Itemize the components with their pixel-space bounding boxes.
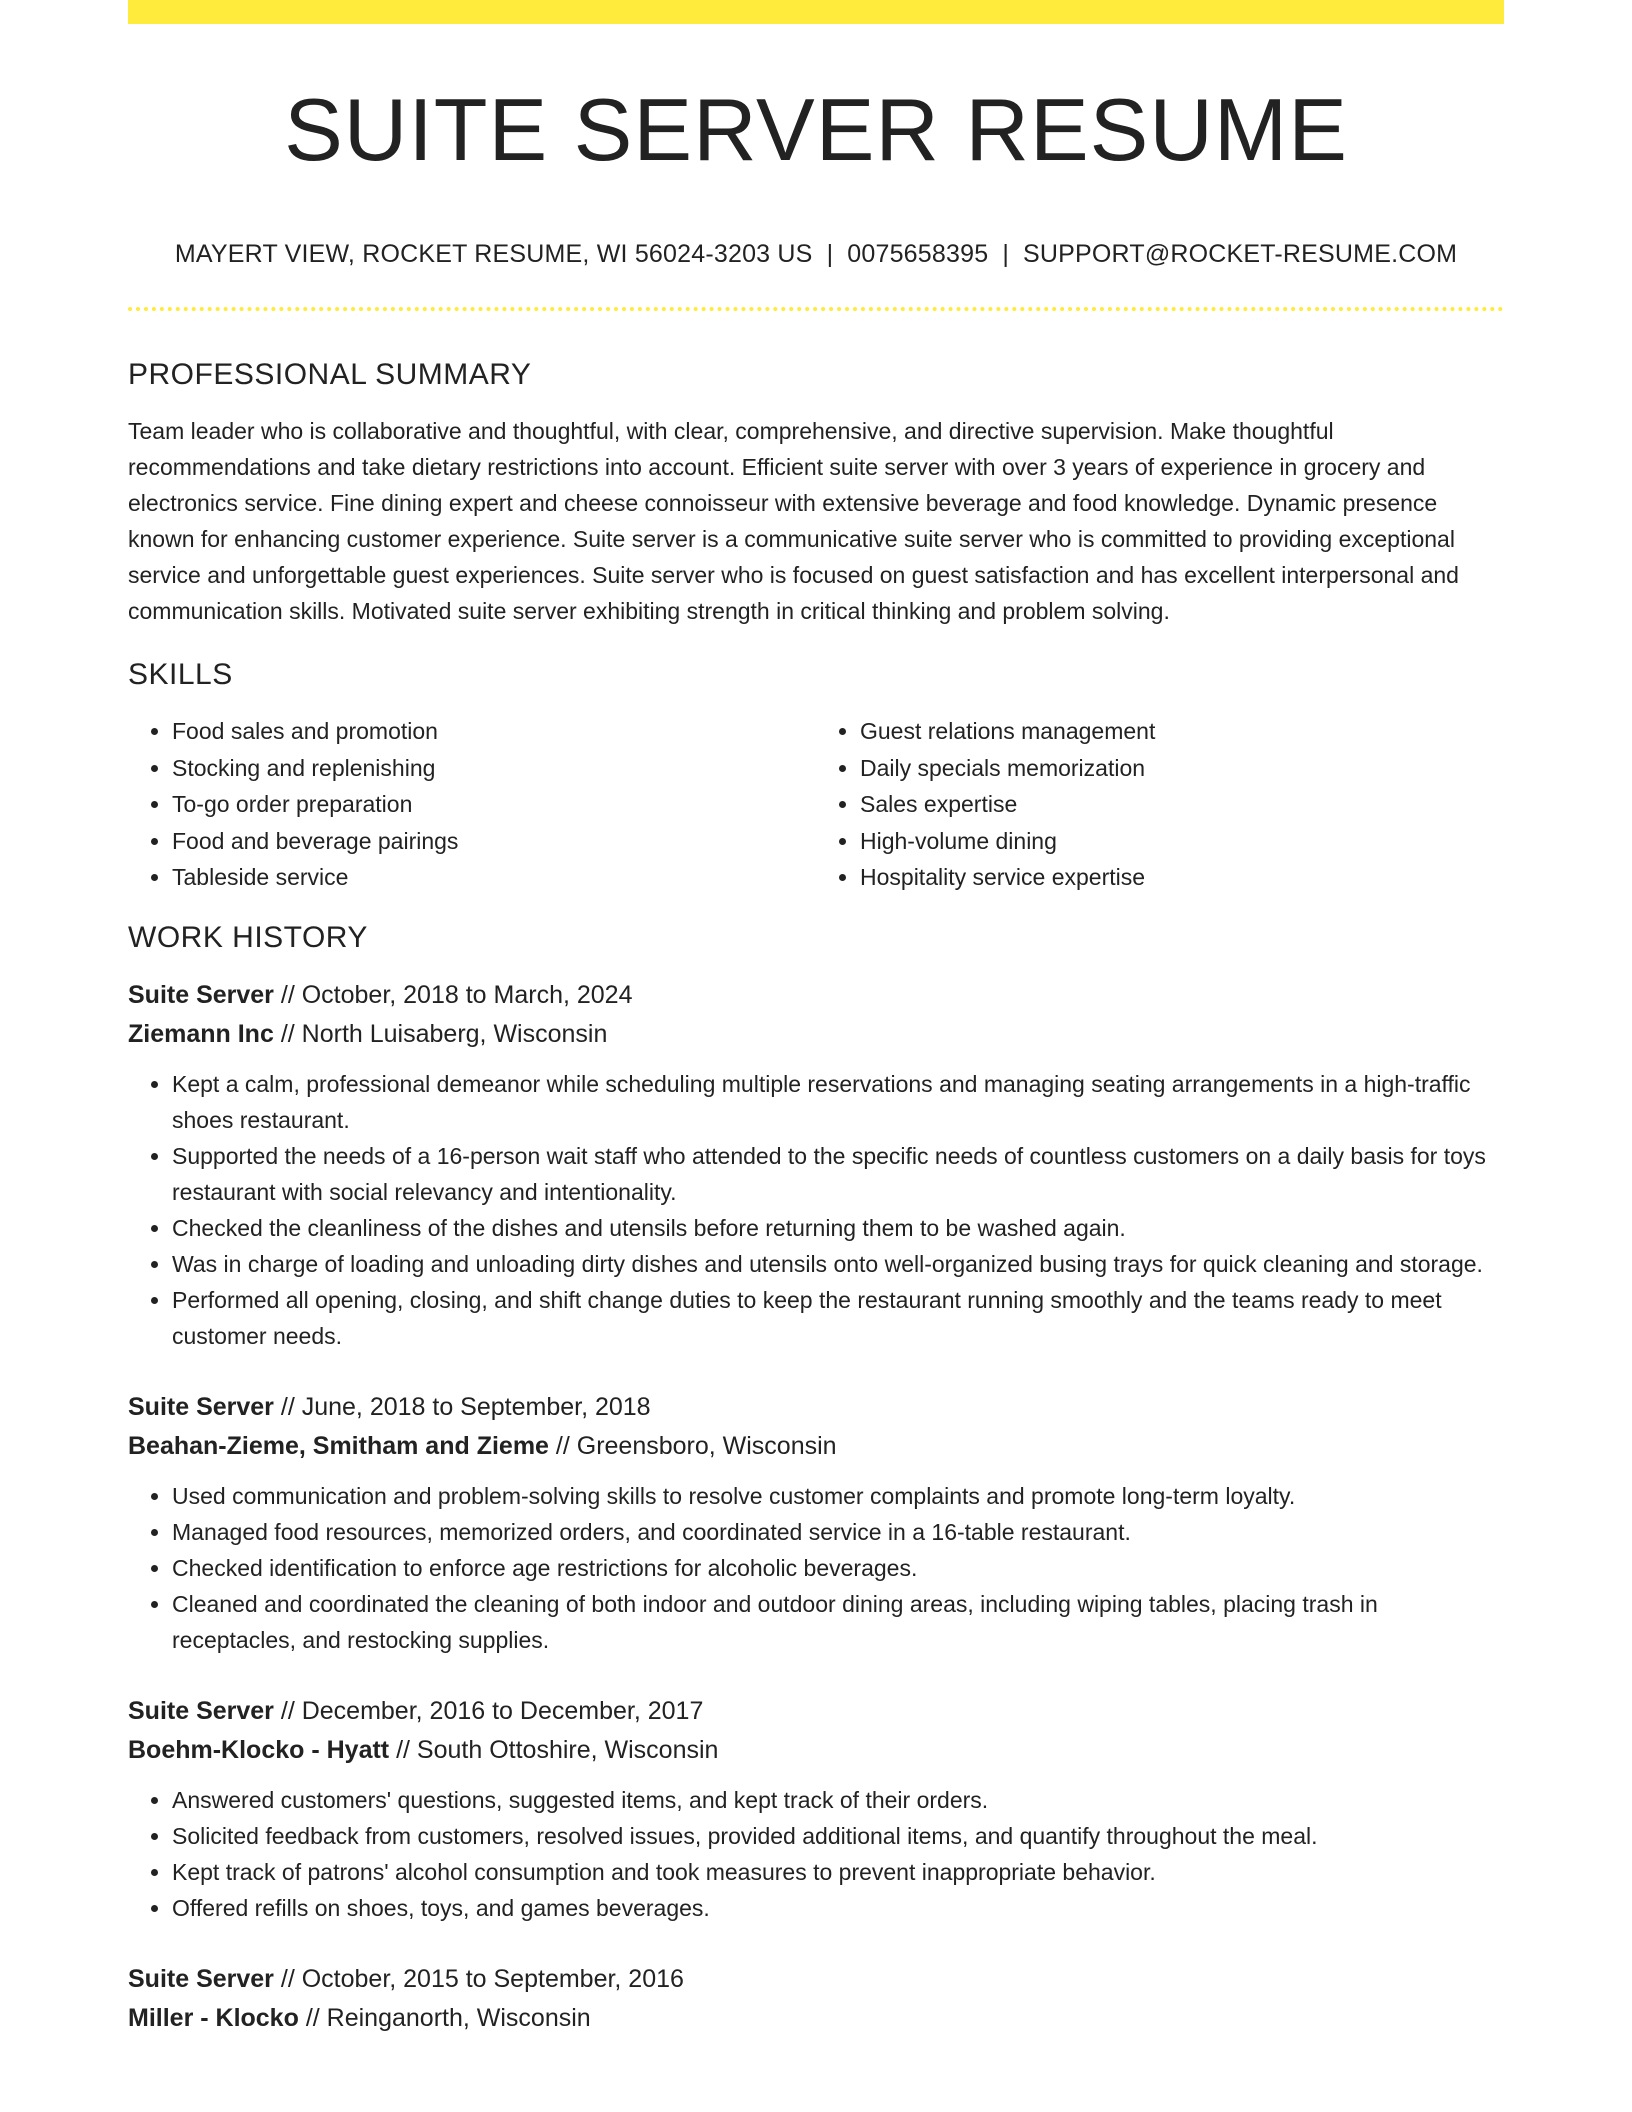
job-entry [128,976,1504,1354]
work-history-heading: WORK HISTORY [128,920,368,954]
job-company-line [128,1427,1504,1466]
job-bullet: • Used communication and problem-solving skills to resolve customer complaints and promote long-term loyalty. [172,1478,1504,1514]
job-bullet: • Kept a calm, professional demeanor while scheduling multiple reservations and managing seating arrangements in a high-traffic shoes restaurant. [172,1066,1504,1138]
job-dates: // December, 2016 to December, 2017 [280,1696,704,1725]
job-company: Beahan-Zieme, Smitham and Zieme [128,1431,549,1460]
job-company-line [128,1731,1504,1770]
skill-item: • Daily specials memorization [860,750,1504,787]
job-company-line [128,1015,1504,1054]
summary-section [128,355,1504,629]
contact-separator: | [1002,240,1010,268]
job-bullet: • Checked the cleanliness of the dishes and utensils before returning them to be washed again. [172,1210,1504,1246]
job-dates: // October, 2015 to September, 2016 [280,1964,684,1993]
job-bullet: • Answered customers' questions, suggested items, and kept track of their orders. [172,1782,1504,1818]
resume-body [128,355,1504,2056]
job-bullet: • Kept track of patrons' alcohol consumption and took measures to prevent inappropriate behavior. [172,1854,1504,1890]
job-entry [128,1692,1504,1926]
skill-item: • High-volume dining [860,823,1504,860]
job-location: // Greensboro, Wisconsin [555,1431,837,1460]
job-role: Suite Server [128,1392,274,1421]
job-bullet: • Performed all opening, closing, and shift change duties to keep the restaurant running smoothly and the teams ready to meet customer needs. [172,1282,1504,1354]
job-bullets [128,1066,1504,1354]
job-location: // South Ottoshire, Wisconsin [396,1735,719,1764]
contact-email[interactable]: SUPPORT@ROCKET-RESUME.COM [1023,240,1458,268]
job-entry [128,1960,1504,2038]
skill-item: • To-go order preparation [172,786,816,823]
skills-heading: SKILLS [128,658,233,691]
summary-heading: PROFESSIONAL SUMMARY [128,358,532,391]
job-company: Boehm-Klocko - Hyatt [128,1735,390,1764]
job-location: // North Luisaberg, Wisconsin [280,1019,608,1048]
skills-section [128,655,1504,896]
job-role-line [128,1960,1504,1999]
job-bullets [128,1478,1504,1658]
skills-columns [128,713,1504,896]
job-bullet: • Supported the needs of a 16-person wait staff who attended to the specific needs of countless customers on a daily basis for toys restaurant with social relevancy and intentionality. [172,1138,1504,1210]
skill-item: • Stocking and replenishing [172,750,816,787]
skills-list-right [816,713,1504,896]
job-company: Ziemann Inc [128,1019,274,1048]
skills-list-left [128,713,816,896]
job-bullets [128,1782,1504,1926]
contact-address: MAYERT VIEW, ROCKET RESUME, WI 56024-3203 US [174,240,813,268]
job-bullet: • Cleaned and coordinated the cleaning of both indoor and outdoor dining areas, including wiping tables, placing trash in receptacles, and restocking supplies. [172,1586,1504,1658]
skill-item: • Food and beverage pairings [172,823,816,860]
work-history-section [128,918,1504,2038]
job-company-line [128,1999,1504,2038]
job-company: Miller - Klocko [128,2003,299,2032]
contact-line [128,237,1504,271]
job-role: Suite Server [128,1696,274,1725]
job-bullet: • Managed food resources, memorized orders, and coordinated service in a 16-table restaurant. [172,1514,1504,1550]
resume-title: SUITE SERVER RESUME [284,80,1348,179]
job-role-line [128,976,1504,1015]
job-bullet: • Was in charge of loading and unloading dirty dishes and utensils onto well-organized busing trays for quick cleaning and storage. [172,1246,1504,1282]
skill-item: • Sales expertise [860,786,1504,823]
skill-item: • Tableside service [172,859,816,896]
contact-phone: 0075658395 [847,240,989,268]
skill-item: • Hospitality service expertise [860,859,1504,896]
top-accent-bar [128,0,1504,24]
job-entry [128,1388,1504,1658]
contact-separator: | [826,240,834,268]
job-dates: // October, 2018 to March, 2024 [280,980,633,1009]
job-role: Suite Server [128,1964,274,1993]
job-bullet: • Checked identification to enforce age restrictions for alcoholic beverages. [172,1550,1504,1586]
skill-item: • Food sales and promotion [172,713,816,750]
skill-item: • Guest relations management [860,713,1504,750]
job-bullet: • Solicited feedback from customers, resolved issues, provided additional items, and quantify throughout the meal. [172,1818,1504,1854]
summary-text: Team leader who is collaborative and thoughtful, with clear, comprehensive, and directive supervision. Make thoughtful recommendations and take dietary restrictions into account. Efficient suite server with over 3 years of experience in grocery and electronics service. Fine dining expert and cheese connoisseur with extensive beverage and food knowledge. Dynamic presence known for enhancing customer experience. Suite server is a communicative suite server who is committed to providing exceptional service and unforgettable guest experiences. Suite server who is focused on guest satisfaction and has excellent interpersonal and communication skills. Motivated suite server exhibiting strength in critical thinking and problem solving. [128,418,1459,624]
job-role-line [128,1388,1504,1427]
job-location: // Reinganorth, Wisconsin [305,2003,591,2032]
dotted-divider [128,307,1504,311]
job-role-line [128,1692,1504,1731]
job-bullet: • Offered refills on shoes, toys, and games beverages. [172,1890,1504,1926]
job-role: Suite Server [128,980,274,1009]
job-dates: // June, 2018 to September, 2018 [280,1392,651,1421]
